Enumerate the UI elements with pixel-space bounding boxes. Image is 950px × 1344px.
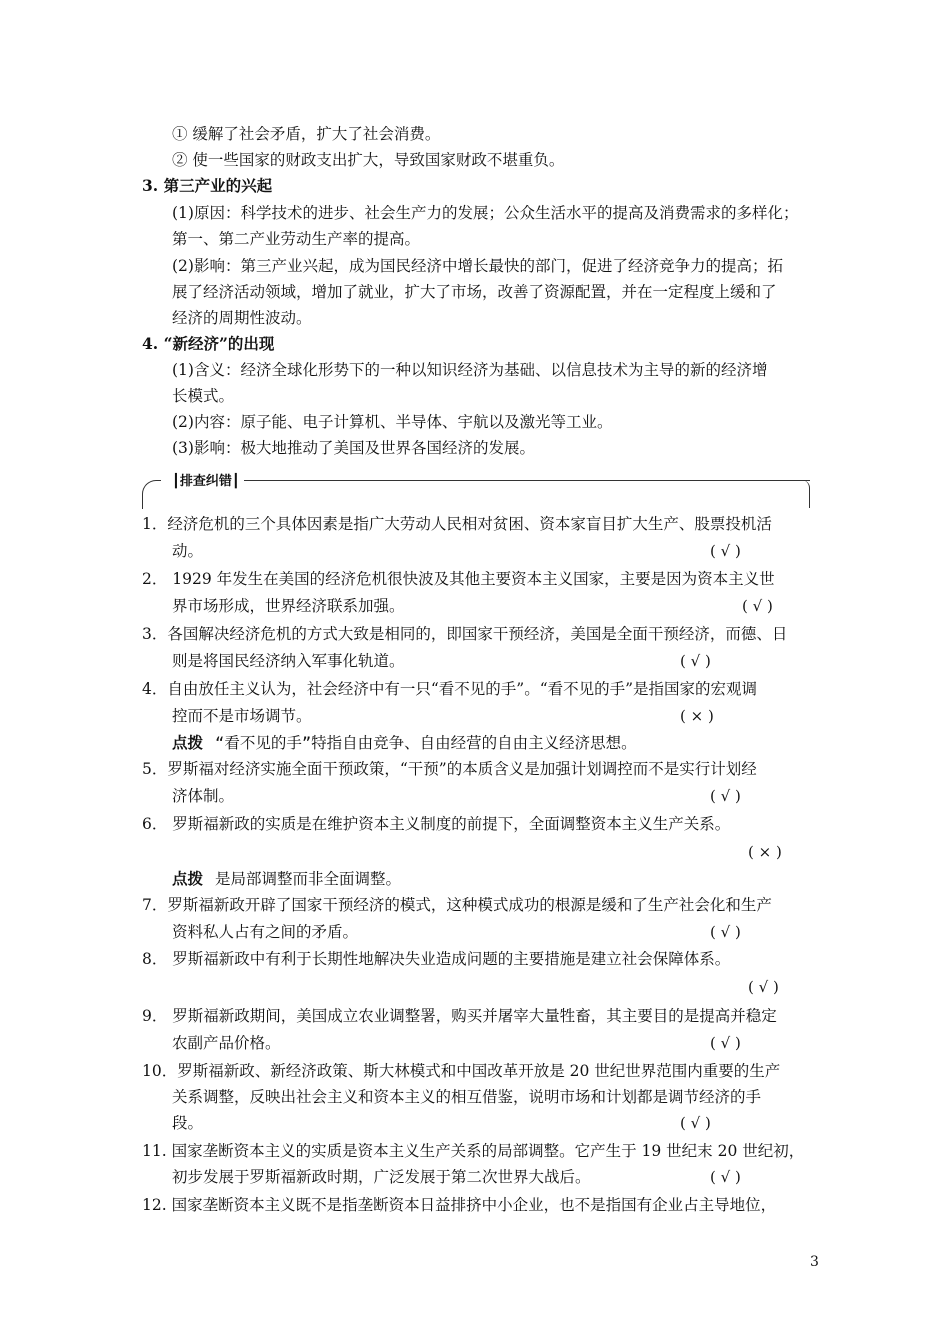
text-line: (3)影响：极大地推动了美国及世界各国经济的发展。 bbox=[172, 439, 535, 457]
text-line: (1)原因：科学技术的进步、社会生产力的发展；公众生活水平的提高及消费需求的多样化； bbox=[172, 204, 799, 222]
item-1-line: 1．经济危机的三个具体因素是指广大劳动人民相对贫困、资本家盲目扩大生产、股票投机活 bbox=[142, 515, 772, 533]
item-5-line: 济体制。 bbox=[172, 787, 235, 805]
answer-mark: ( √ ) bbox=[680, 1114, 711, 1132]
section-title-4: 4. “新经济”的出现 bbox=[142, 334, 275, 353]
answer-mark: ( √ ) bbox=[742, 597, 773, 615]
answer-mark: ( √ ) bbox=[710, 787, 741, 805]
text-line: 第一、第二产业劳动生产率的提高。 bbox=[172, 230, 421, 248]
item-3-line: 则是将国民经济纳入军事化轨道。 bbox=[172, 652, 405, 670]
item-2-line: 界市场形成，世界经济联系加强。 bbox=[172, 597, 405, 615]
item-9-line: 9． 罗斯福新政期间，美国成立农业调整署，购买并屠宰大量牲畜，其主要目的是提高并稳定 bbox=[142, 1007, 777, 1025]
item-8-line: 8． 罗斯福新政中有利于长期性地解决失业造成问题的主要措施是建立社会保障体系。 bbox=[142, 950, 731, 968]
answer-mark: ( × ) bbox=[680, 707, 714, 725]
item-1-line: 动。 bbox=[172, 542, 204, 560]
item-5-line: 5．罗斯福对经济实施全面干预政策，“干预”的本质含义是加强计划调控而不是实行计划经 bbox=[142, 760, 757, 778]
text-line: (2)影响：第三产业兴起，成为国民经济中增长最快的部门，促进了经济竞争力的提高；拓 bbox=[172, 257, 783, 275]
item-6-line: 6． 罗斯福新政的实质是在维护资本主义制度的前提下，全面调整资本主义生产关系。 bbox=[142, 815, 731, 833]
item-9-line: 农副产品价格。 bbox=[172, 1034, 281, 1052]
answer-mark: ( × ) bbox=[748, 843, 782, 861]
item-4-line: 控而不是市场调节。 bbox=[172, 707, 312, 725]
hint-text: 是局部调整而非全面调整。 bbox=[215, 870, 402, 888]
hint-label: 点拨 bbox=[172, 734, 204, 752]
answer-mark: ( √ ) bbox=[710, 542, 741, 560]
item-10-line: 关系调整，反映出社会主义和资本主义的相互借鉴，说明市场和计划都是调节经济的手 bbox=[172, 1088, 762, 1106]
text-line: ② 使一些国家的财政支出扩大，导致国家财政不堪重负。 bbox=[172, 151, 565, 169]
answer-mark: ( √ ) bbox=[748, 978, 779, 996]
item-11-line: 初步发展于罗斯福新政时期，广泛发展于第二次世界大战后。 bbox=[172, 1168, 591, 1186]
item-2-line: 2． 1929 年发生在美国的经济危机很快波及其他主要资本主义国家，主要是因为资本主义世 bbox=[142, 570, 775, 588]
text-line: 经济的周期性波动。 bbox=[172, 309, 312, 327]
text-line: (2)内容：原子能、电子计算机、半导体、宇航以及激光等工业。 bbox=[172, 413, 613, 431]
item-11-line: 11. 国家垄断资本主义的实质是资本主义生产关系的局部调整。它产生于 19 世纪末 20 世纪初， bbox=[142, 1142, 805, 1160]
hint-label: 点拨 bbox=[172, 870, 204, 888]
text-line: 长模式。 bbox=[172, 387, 235, 405]
answer-mark: ( √ ) bbox=[710, 923, 741, 941]
hint-text: “看不见的手”特指自由竞争、自由经营的自由主义经济思想。 bbox=[215, 734, 637, 752]
text-line: 展了经济活动领域，增加了就业，扩大了市场，改善了资源配置，并在一定程度上缓和了 bbox=[172, 283, 777, 301]
hint-line bbox=[172, 733, 637, 753]
section-title-3: 3. 第三产业的兴起 bbox=[142, 176, 273, 195]
hint-line bbox=[172, 869, 401, 889]
check-section-header: ┃排查纠错┃ bbox=[168, 470, 244, 489]
text-line: (1)含义：经济全球化形势下的一种以知识经济为基础、以信息技术为主导的新的经济增 bbox=[172, 361, 768, 379]
answer-mark: ( √ ) bbox=[680, 652, 711, 670]
answer-mark: ( √ ) bbox=[710, 1034, 741, 1052]
page-number: 3 bbox=[810, 1254, 819, 1270]
item-7-line: 7．罗斯福新政开辟了国家干预经济的模式，这种模式成功的根源是缓和了生产社会化和生产 bbox=[142, 896, 772, 914]
item-3-line: 3．各国解决经济危机的方式大致是相同的，即国家干预经济，美国是全面干预经济，而德、日 bbox=[142, 625, 788, 643]
item-12-line: 12. 国家垄断资本主义既不是指垄断资本日益排挤中小企业，也不是指国有企业占主导地位， bbox=[142, 1196, 777, 1214]
item-10-line: 10．罗斯福新政、新经济政策、斯大林模式和中国改革开放是 20 世纪世界范围内重要的生产 bbox=[142, 1062, 781, 1080]
item-7-line: 资料私人占有之间的矛盾。 bbox=[172, 923, 359, 941]
item-4-line: 4．自由放任主义认为，社会经济中有一只“看不见的手”。“看不见的手”是指国家的宏观调 bbox=[142, 680, 758, 698]
text-line: ① 缓解了社会矛盾，扩大了社会消费。 bbox=[172, 125, 441, 143]
answer-mark: ( √ ) bbox=[710, 1168, 741, 1186]
item-10-line: 段。 bbox=[172, 1114, 204, 1132]
